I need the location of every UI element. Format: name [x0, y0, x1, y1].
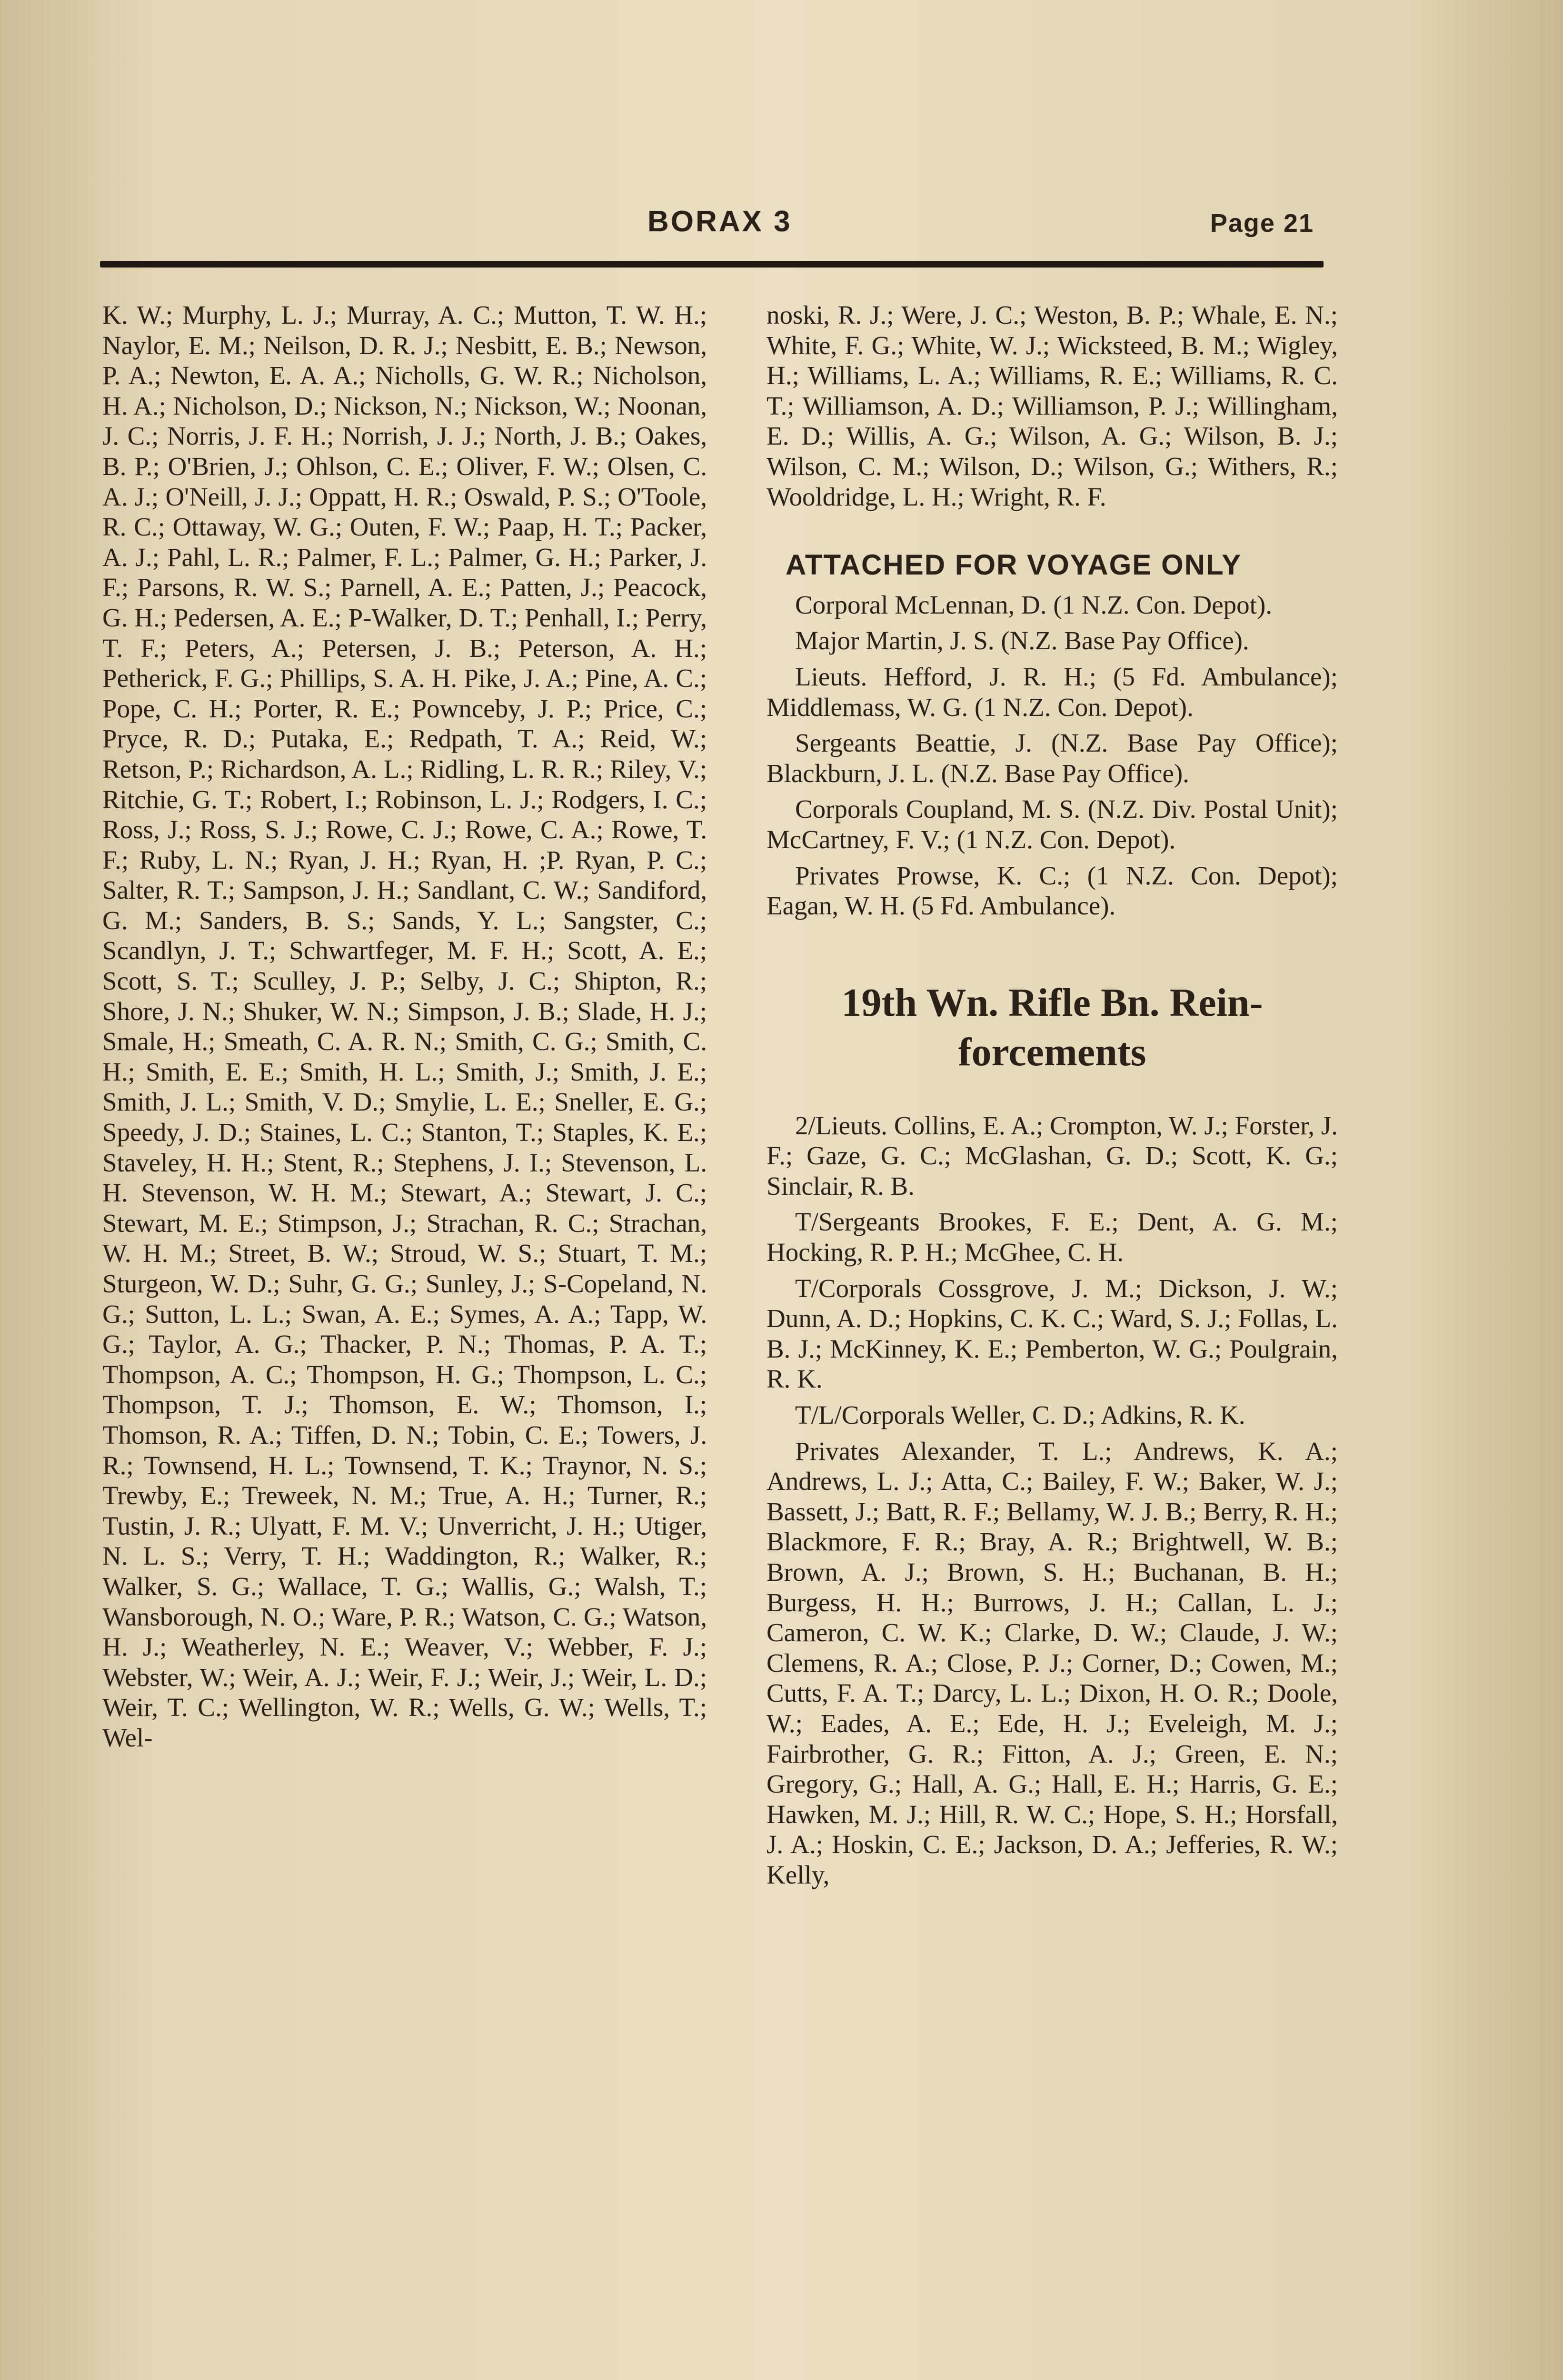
page-number: Page 21 [1210, 209, 1314, 238]
attached-entry: Sergeants Beattie, J. (N.Z. Base Pay Office); Blackburn, J. L. (N.Z. Base Pay Office). [767, 728, 1338, 788]
section-heading-reinforcements [767, 978, 1338, 1077]
name-list-continuation: noski, R. J.; Were, J. C.; Weston, B. P.; Whale, E. N.; White, F. G.; White, W. J.; Wicksteed, B. M.; Wigley, H.; Williams, L. A.; Williams, R. E.; Williams, R. C. T.; Williamson, A. D.; Williamson, P. J.; Willingham, E. D.; Willis, A. G.; Wilson, A. G.; Wilson, B. J.; Wilson, C. M.; Wilson, D.; Wilson, G.; Withers, R.; Wooldridge, L. H.; Wright, R. F. [767, 300, 1338, 511]
reinforcement-entry: Privates Alexander, T. L.; Andrews, K. A.; Andrews, L. J.; Atta, C.; Bailey, F. W.; Baker, W. J.; Bassett, J.; Batt, R. F.; Bellamy, W. J. B.; Berry, R. H.; Blackmore, F. R.; Bray, A. R.; Brightwell, W. B.; Brown, A. J.; Brown, S. H.; Buchanan, B. H.; Burgess, H. H.; Burrows, J. H.; Callan, L. J.; Cameron, C. W. K.; Clarke, D. W.; Claude, J. W.; Clemens, R. A.; Close, P. J.; Corner, D.; Cowen, M.; Cutts, F. A. T.; Darcy, L. L.; Dixon, H. O. R.; Doole, W.; Eades, A. E.; Ede, H. J.; Eveleigh, M. J.; Fairbrother, G. R.; Fitton, A. J.; Green, E. N.; Gregory, G.; Hall, A. G.; Hall, E. H.; Harris, G. E.; Hawken, M. J.; Hill, R. W. C.; Hope, S. H.; Horsfall, J. A.; Hoskin, C. E.; Jackson, D. A.; Jefferies, R. W.; Kelly, [767, 1436, 1338, 1889]
attached-entry: Corporal McLennan, D. (1 N.Z. Con. Depot). [795, 590, 1273, 619]
reinforcement-entry: T/Sergeants Brookes, F. E.; Dent, A. G. M.; Hocking, R. P. H.; McGhee, C. H. [767, 1207, 1338, 1267]
reinforcements-heading-line-2: forcements [958, 1030, 1146, 1074]
attached-entry: Corporals Coupland, M. S. (N.Z. Div. Postal Unit); McCartney, F. V.; (1 N.Z. Con. Depot). [767, 794, 1338, 854]
reinforcement-entry: 2/Lieuts. Collins, E. A.; Crompton, W. J.; Forster, J. F.; Gaze, G. C.; McGlashan, G. D.; Scott, K. G.; Sinclair, R. B. [767, 1111, 1338, 1200]
reinforcements-heading-line-1: 19th Wn. Rifle Bn. Rein- [841, 980, 1263, 1025]
section-heading-attached: ATTACHED FOR VOYAGE ONLY [786, 549, 1242, 581]
reinforcement-entry: T/L/Corporals Weller, C. D.; Adkins, R. K. [795, 1400, 1245, 1430]
page-header [105, 200, 1324, 252]
attached-entry: Privates Prowse, K. C.; (1 N.Z. Con. Depot); Eagan, W. H. (5 Fd. Ambulance). [767, 861, 1338, 921]
name-list-paragraph: K. W.; Murphy, L. J.; Murray, A. C.; Mutton, T. W. H.; Naylor, E. M.; Neilson, D. R. J.; Nesbitt, E. B.; Newson, P. A.; Newton, E. A. A.; Nicholls, G. W. R.; Nicholson, H. A.; Nicholson, D.; Nickson, N.; Nickson, W.; Noonan, J. C.; Norris, J. F. H.; Norrish, J. J.; North, J. B.; Oakes, B. P.; O'Brien, J.; Ohlson, C. E.; Oliver, F. W.; Olsen, C. A. J.; O'Neill, J. J.; Oppatt, H. R.; Oswald, P. S.; O'Toole, R. C.; Ottaway, W. G.; Outen, F. W.; Paap, H. T.; Packer, A. J.; Pahl, L. R.; Palmer, F. L.; Palmer, G. H.; Parker, J. F.; Parsons, R. W. S.; Parnell, A. E.; Patten, J.; Peacock, G. H.; Pedersen, A. E.; P-Walker, D. T.; Penhall, I.; Perry, T. F.; Peters, A.; Petersen, J. B.; Peterson, A. H.; Petherick, F. G.; Phillips, S. A. H. Pike, J. A.; Pine, A. C.; Pope, C. H.; Porter, R. E.; Pownceby, J. P.; Price, C.; Pryce, R. D.; Putaka, E.; Redpath, T. A.; Reid, W.; Retson, P.; Richardson, A. L.; Ridling, L. R. R.; Riley, V.; Ritchie, G. T.; Robert, I.; Robinson, L. J.; Rodgers, I. C.; Ross, J.; Ross, S. J.; Rowe, C. J.; Rowe, C. A.; Rowe, T. F.; Ruby, L. N.; Ryan, J. H.; Ryan, H. ;P. Ryan, P. C.; Salter, R. T.; Sampson, J. H.; Sandlant, C. W.; Sandiford, G. M.; Sanders, B. S.; Sands, Y. L.; Sangster, C.; Scandlyn, J. T.; Schwartfeger, M. F. H.; Scott, A. E.; Scott, S. T.; Sculley, J. P.; Selby, J. C.; Shipton, R.; Shore, J. N.; Shuker, W. N.; Simpson, J. B.; Slade, H. J.; Smale, H.; Smeath, C. A. R. N.; Smith, C. G.; Smith, C. H.; Smith, E. E.; Smith, H. L.; Smith, J.; Smith, J. E.; Smith, J. L.; Smith, V. D.; Smylie, L. E.; Sneller, E. G.; Speedy, J. D.; Staines, L. C.; Stanton, T.; Staples, K. E.; Staveley, H. H.; Stent, R.; Stephens, J. I.; Stevenson, L. H. Stevenson, W. H. M.; Stewart, A.; Stewart, J. C.; Stewart, M. E.; Stimpson, J.; Strachan, R. C.; Strachan, W. H. M.; Street, B. W.; Stroud, W. S.; Stuart, T. M.; Sturgeon, W. D.; Suhr, G. G.; Sunley, J.; S-Copeland, N. G.; Sutton, L. L.; Swan, A. E.; Symes, A. A.; Tapp, W. G.; Taylor, A. G.; Thacker, P. N.; Thomas, P. A. T.; Thompson, A. C.; Thompson, H. G.; Thompson, L. C.; Thompson, T. J.; Thomson, E. W.; Thomson, I.; Thomson, R. A.; Tiffen, D. N.; Tobin, C. E.; Towers, J. R.; Townsend, H. L.; Townsend, T. K.; Traynor, N. S.; Trewby, E.; Treweek, N. M.; True, A. H.; Turner, R.; Tustin, J. R.; Ulyatt, F. M. V.; Unverricht, J. H.; Utiger, N. L. S.; Verry, T. H.; Waddington, R.; Walker, R.; Walker, S. G.; Wallace, T. G.; Wallis, G.; Walsh, T.; Wansborough, N. O.; Ware, P. R.; Watson, C. G.; Watson, H. J.; Weatherley, N. E.; Weaver, V.; Webber, F. J.; Webster, W.; Weir, A. J.; Weir, F. J.; Weir, J.; Weir, L. D.; Weir, T. C.; Wellington, W. R.; Wells, G. W.; Wells, T.; Wel- [102, 300, 707, 1752]
attached-entry: Lieuts. Hefford, J. R. H.; (5 Fd. Ambulance); Middlemass, W. G. (1 N.Z. Con. Depot). [767, 662, 1338, 722]
left-column [102, 300, 707, 1753]
header-rule [100, 261, 1324, 268]
attached-entry: Major Martin, J. S. (N.Z. Base Pay Office). [795, 626, 1249, 655]
reinforcement-entry: T/Corporals Cossgrove, J. M.; Dickson, J. W.; Dunn, A. D.; Hopkins, C. K. C.; Ward, S. J.; Follas, L. B. J.; McKinney, K. E.; Pemberton, W. G.; Poulgrain, R. K. [767, 1273, 1338, 1394]
right-column [767, 300, 1338, 1890]
publication-title: BORAX 3 [647, 205, 792, 238]
